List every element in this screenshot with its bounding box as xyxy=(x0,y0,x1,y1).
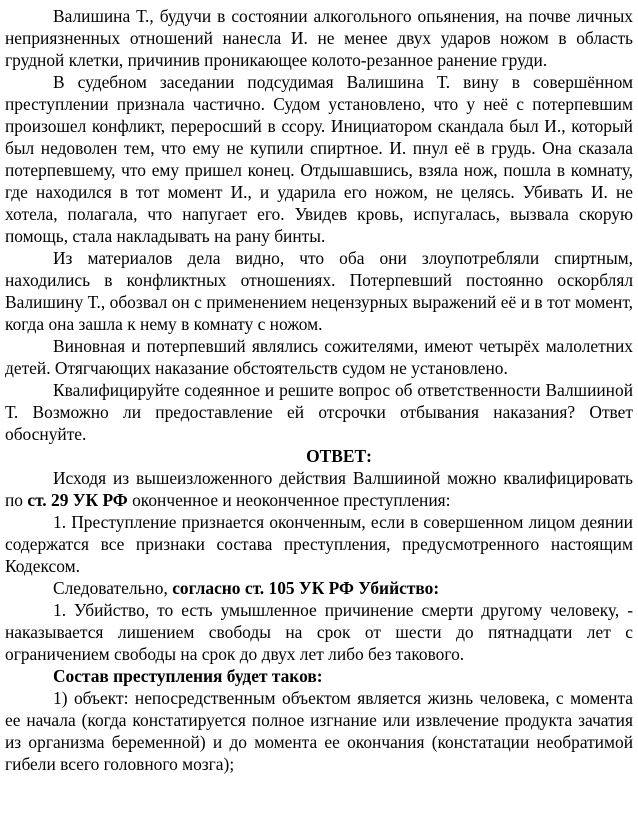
case-paragraph-2: В судебном заседании подсудимая Валишина Т. вину в совершённом преступлении признала частично. Судом установлено, что у неё с потерпевшим произошел конфликт, переросший в ссору. Инициатором скандала был И., который был недоволен тем, что ему не купили спиртное. И. пнул её в грудь. Она сказала потерпевшему, что ему пришел конец. Отдышавшись, взяла нож, пошла в комнату, где находился в тот момент И., и ударила его ножом, не целясь. Убивать И. не хотела, полагала, что напугает его. Увидев кровь, испугалась, вызвала скорую помощь, стала накладывать на рану бинты. xyxy=(5,72,633,246)
article-105-reference: согласно ст. 105 УК РФ Убийство: xyxy=(172,578,440,598)
consequently-paragraph xyxy=(5,577,633,599)
article-29-item-1: 1. Преступление признается оконченным, если в совершенном лицом деянии содержатся все признаки состава преступления, предусмотренного настоящим Кодексом. xyxy=(5,512,633,576)
task-paragraph: Квалифицируйте содеянное и решите вопрос об ответственности Валшииной Т. Возможно ли предоставление ей отсрочки отбывания наказания? Ответ обоснуйте. xyxy=(5,380,633,444)
consequently-text: Следовательно, xyxy=(53,578,173,598)
answer-heading: ОТВЕТ: xyxy=(306,446,372,466)
document-page xyxy=(5,5,633,775)
case-paragraph-4: Виновная и потерпевший являлись сожителями, имеют четырёх малолетних детей. Отягчающих наказание обстоятельств судом не установлено. xyxy=(5,336,633,378)
article-29-reference: ст. 29 УК РФ xyxy=(27,490,128,510)
case-paragraph-3: Из материалов дела видно, что оба они злоупотребляли спиртным, находились в конфликтных отношениях. Потерпевший постоянно оскорблял Валишину Т., обозвал он с применением нецензурных выражений её и в тот момент, когда она зашла к нему в комнату с ножом. xyxy=(5,248,633,334)
answer-intro-text: Исходя из вышеизложенного действия Валшииной можно квалифицировать по xyxy=(5,468,633,510)
answer-intro-tail: оконченное и неоконченное преступления: xyxy=(127,490,451,510)
article-105-item-1: 1. Убийство, то есть умышленное причинение смерти другому человеку, - наказывается лишением свободы на срок от шести до пятнадцати лет с ограничением свободы на срок до двух лет либо без такового. xyxy=(5,600,633,664)
answer-intro-paragraph xyxy=(5,467,633,511)
case-paragraph-1: Валишина Т., будучи в состоянии алкогольного опьянения, на почве личных неприязненных отношений нанесла И. не менее двух ударов ножом в область грудной клетки, причинив проникающее колото-резанное ранение груди. xyxy=(5,6,633,70)
composition-heading: Состав преступления будет таков: xyxy=(53,666,323,686)
composition-item-1: 1) объект: непосредственным объектом является жизнь человека, с момента ее начала (когда констатируется полное изгнание или извлечение продукта зачатия из организма беременной) и до момента ее окончания (констатации необратимой гибели всего головного мозга); xyxy=(5,688,633,774)
